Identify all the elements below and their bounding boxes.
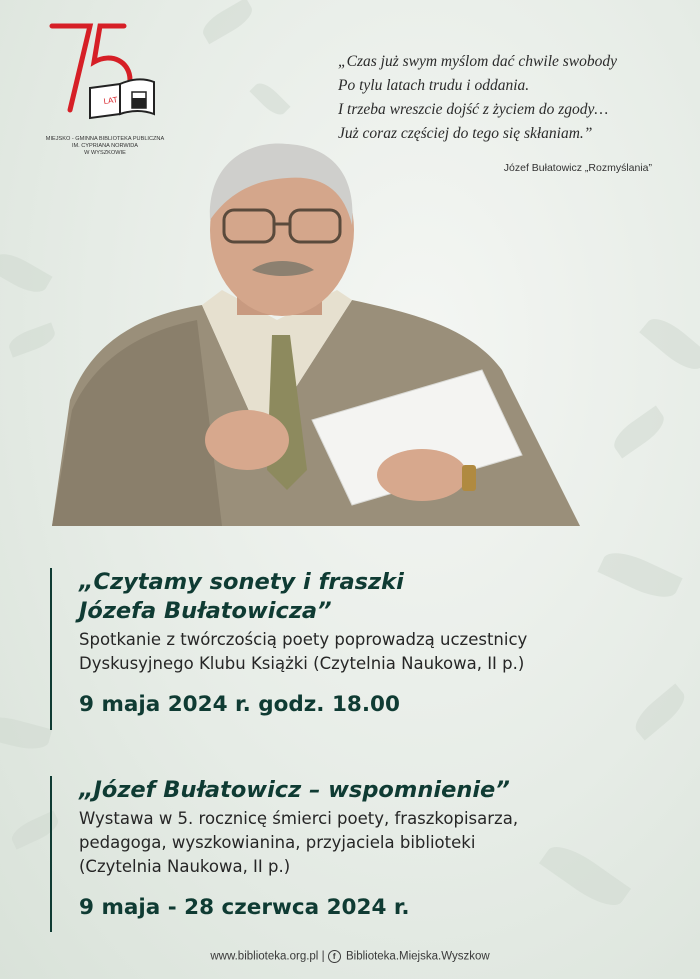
event-date: 9 maja - 28 czerwca 2024 r. [79,895,410,920]
logo-lat-text: LAT [103,95,119,106]
footer-separator: | [321,950,325,963]
quote-line: Po tylu latach trudu i oddania. [338,77,530,94]
quote-line: Już coraz częściej do tego się skłaniam.” [338,125,593,142]
website-link[interactable]: www.biblioteka.org.pl [210,950,319,963]
quote-line: I trzeba wreszcie dojść z życiem do zgody… [338,101,609,118]
event-date: 9 maja 2024 r. godz. 18.00 [79,692,400,717]
poem-quote [338,50,668,146]
footer [0,950,700,963]
event-description: Wystawa w 5. rocznicę śmierci poety, fraszkopisarza, pedagoga, wyszkowianina, przyjaciela biblioteki (Czytelnia Naukowa, II p.) [79,809,519,876]
event-title: „Józef Bułatowicz – wspomnienie” [79,777,510,803]
event-title: „Czytamy sonety i fraszki Józefa Bułatowicza” [79,569,404,624]
institution-name: MIEJSKO - GMINNA BIBLIOTEKA PUBLICZNA IM. CYPRIANA NORWIDA W WYSZKOWIE [45,136,165,156]
quote-source: Józef Bułatowicz „Rozmyślania” [503,162,652,174]
event-description: Spotkanie z twórczością poety poprowadzą uczestnicy Dyskusyjnego Klubu Książki (Czytelnia Naukowa, II p.) [79,630,528,673]
poet-portrait-photo [52,140,580,526]
event-reading [50,568,679,730]
logo-75-emblem [30,18,180,136]
facebook-link[interactable]: Biblioteka.Miejska.Wyszkow [345,950,490,963]
event-exhibition [50,776,679,932]
facebook-icon: f [328,950,341,963]
quote-line: „Czas już swym myślom dać chwile swobody [338,53,617,70]
